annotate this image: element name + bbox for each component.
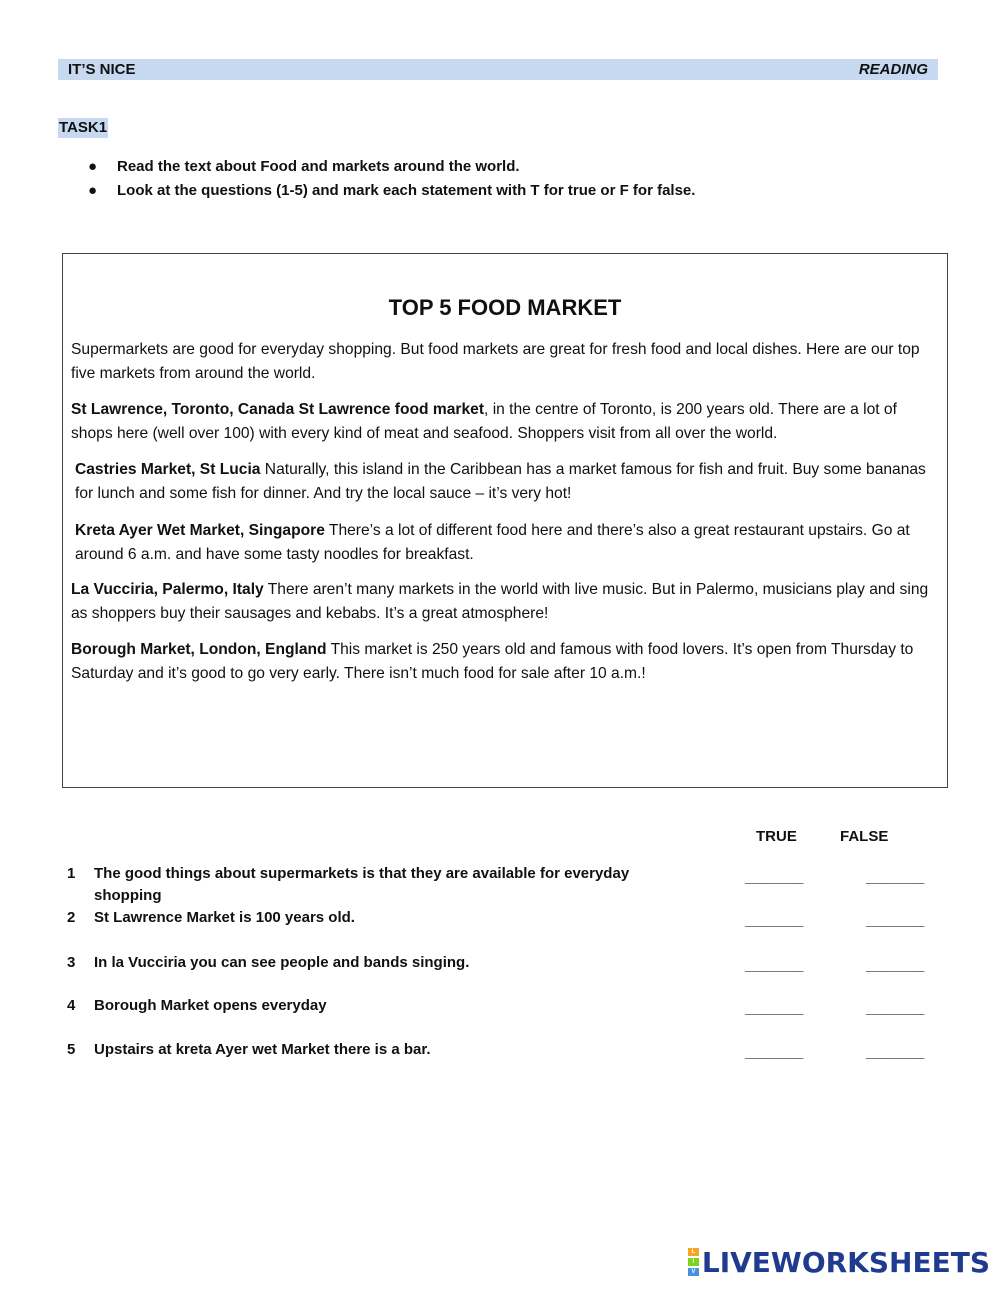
- market-paragraph: [71, 638, 941, 686]
- true-column-header: TRUE: [756, 828, 797, 845]
- question-text: Borough Market opens everyday: [94, 997, 327, 1014]
- false-answer-blank[interactable]: _______: [866, 912, 925, 929]
- market-paragraph: [71, 578, 941, 626]
- market-name: Castries Market, St Lucia: [75, 461, 261, 478]
- bullet-icon: ●: [88, 182, 98, 199]
- question-number: 5: [67, 1041, 76, 1058]
- market-name: Borough Market, London, England: [71, 641, 327, 658]
- false-answer-blank[interactable]: _______: [866, 1044, 925, 1061]
- true-answer-blank[interactable]: _______: [745, 912, 804, 929]
- true-answer-blank[interactable]: _______: [745, 869, 804, 886]
- logo-block: I: [688, 1258, 699, 1266]
- market-paragraph: [71, 398, 941, 446]
- logo-text: LIVEWORKSHEETS: [701, 1245, 990, 1279]
- question-number: 4: [67, 997, 76, 1014]
- market-text: There aren’t many markets in the world with live music. But in Palermo, musicians play and sing as shoppers buy their sausages and kebabs. It’s a great atmosphere!: [71, 581, 929, 622]
- question-number: 3: [67, 954, 76, 971]
- task-label: TASK1: [59, 119, 108, 136]
- true-answer-blank[interactable]: _______: [745, 1000, 804, 1017]
- header-bar: [58, 59, 938, 80]
- market-name: St Lawrence, Toronto, Canada St Lawrence food market: [71, 401, 485, 418]
- question-number: 2: [67, 909, 76, 926]
- question-number: 1: [67, 865, 76, 882]
- article-box: [62, 253, 948, 788]
- logo-blocks-icon: [688, 1247, 699, 1277]
- liveworksheets-logo[interactable]: [688, 1247, 990, 1277]
- article-title: TOP 5 FOOD MARKET: [388, 295, 622, 320]
- logo-block: L: [688, 1248, 699, 1256]
- question-text: The good things about supermarkets is that they are available for everyday shopping: [94, 865, 630, 904]
- instruction-text: Read the text about Food and markets around the world.: [117, 158, 520, 175]
- instruction-item: [0, 155, 917, 179]
- market-paragraph: [75, 458, 945, 506]
- market-name: Kreta Ayer Wet Market, Singapore: [75, 522, 325, 539]
- article-intro: Supermarkets are good for everyday shopping. But food markets are great for fresh food and local dishes. Here are our top five markets from around the world.: [71, 341, 920, 382]
- false-answer-blank[interactable]: _______: [866, 869, 925, 886]
- instructions-list: [0, 155, 917, 203]
- true-answer-blank[interactable]: _______: [745, 957, 804, 974]
- false-column-header: FALSE: [840, 828, 889, 845]
- question-text: In la Vucciria you can see people and bands singing.: [94, 954, 470, 971]
- true-answer-blank[interactable]: _______: [745, 1044, 804, 1061]
- market-paragraph: [75, 519, 945, 567]
- market-text: Naturally, this island in the Caribbean has a market famous for fish and fruit. Buy some bananas for lunch and some fish for dinner. And try the local sauce – it’s very hot!: [75, 461, 926, 502]
- market-text: , in the centre of Toronto, is 200 years old. There are a lot of shops here (well over 100) with every kind of meat and seafood. Shoppers visit from all over the world.: [71, 401, 897, 442]
- section-label: READING: [858, 61, 928, 78]
- false-answer-blank[interactable]: _______: [866, 1000, 925, 1017]
- instruction-item: [0, 179, 917, 203]
- question-text: Upstairs at kreta Ayer wet Market there is a bar.: [94, 1041, 431, 1058]
- course-title: IT’S NICE: [68, 61, 136, 78]
- market-name: La Vucciria, Palermo, Italy: [71, 581, 264, 598]
- bullet-icon: ●: [88, 158, 98, 175]
- instruction-text: Look at the questions (1-5) and mark each statement with T for true or F for false.: [117, 182, 696, 199]
- logo-block: V: [688, 1268, 699, 1276]
- market-text: There’s a lot of different food here and there’s also a great restaurant upstairs. Go at around 6 a.m. and have some tasty noodles for breakfast.: [75, 522, 910, 563]
- false-answer-blank[interactable]: _______: [866, 957, 925, 974]
- market-text: This market is 250 years old and famous with food lovers. It’s open from Thursday to Saturday and it’s good to go very early. There isn’t much food for sale after 10 a.m.!: [71, 641, 914, 682]
- question-text: St Lawrence Market is 100 years old.: [94, 909, 355, 926]
